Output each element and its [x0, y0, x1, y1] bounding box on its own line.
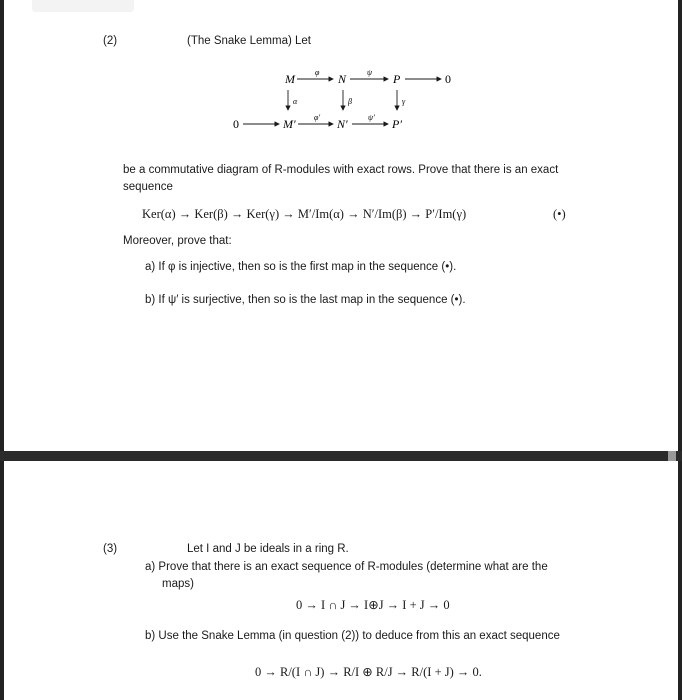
- panel-divider: [0, 451, 682, 461]
- q2-part-b: b) If ψ′ is surjective, then so is the last map in the sequence (•).: [145, 294, 466, 306]
- q3-sequence-a: 0 → I ∩ J → I⊕J → I + J → 0: [296, 598, 450, 612]
- q3-part-a-line1: a) Prove that there is an exact sequence of R-modules (determine what are the: [145, 561, 548, 573]
- node-M-prime: M′: [283, 117, 296, 131]
- q3-number: (3): [103, 543, 118, 555]
- q2-number: (2): [103, 35, 118, 47]
- label-alpha: α: [293, 97, 298, 106]
- q2-moreover: Moreover, prove that:: [123, 235, 232, 247]
- label-phi: φ: [315, 68, 320, 77]
- commutative-diagram: [225, 66, 465, 136]
- q3-part-b: b) Use the Snake Lemma (in question (2)) to deduce from this an exact sequence: [145, 630, 560, 642]
- node-zero-left: 0: [233, 117, 239, 131]
- q2-sequence-tag: (•): [553, 207, 566, 221]
- label-beta: β: [348, 97, 352, 106]
- divider-highlight: [668, 451, 676, 461]
- q3-sequence-b: 0 → R/(I ∩ J) → R/I ⊕ R/J → R/(I + J) → 0.: [255, 665, 482, 679]
- node-P: P: [393, 72, 401, 86]
- node-M: M: [285, 72, 295, 86]
- label-psi: ψ: [367, 68, 372, 77]
- node-zero-right: 0: [445, 72, 451, 86]
- node-N: N: [338, 72, 347, 86]
- label-psi-prime: ψ′: [368, 113, 375, 122]
- q2-heading: (The Snake Lemma) Let: [187, 35, 312, 47]
- q2-body-line2: sequence: [123, 181, 173, 193]
- node-N-prime: N′: [337, 117, 348, 131]
- q2-exact-sequence: Ker(α) → Ker(β) → Ker(γ) → M′/Im(α) → N′/Im(β) → P′/Im(γ): [142, 207, 467, 221]
- q2-body-line1: be a commutative diagram of R-modules with exact rows. Prove that there is an exact: [123, 164, 559, 176]
- node-P-prime: P′: [392, 117, 402, 131]
- q2-part-a: a) If φ is injective, then so is the first map in the sequence (•).: [145, 261, 457, 273]
- q3-intro: Let I and J be ideals in a ring R.: [187, 543, 349, 555]
- label-gamma: γ: [402, 97, 406, 106]
- q3-part-a-line2: maps): [162, 578, 194, 590]
- label-phi-prime: φ′: [314, 113, 321, 122]
